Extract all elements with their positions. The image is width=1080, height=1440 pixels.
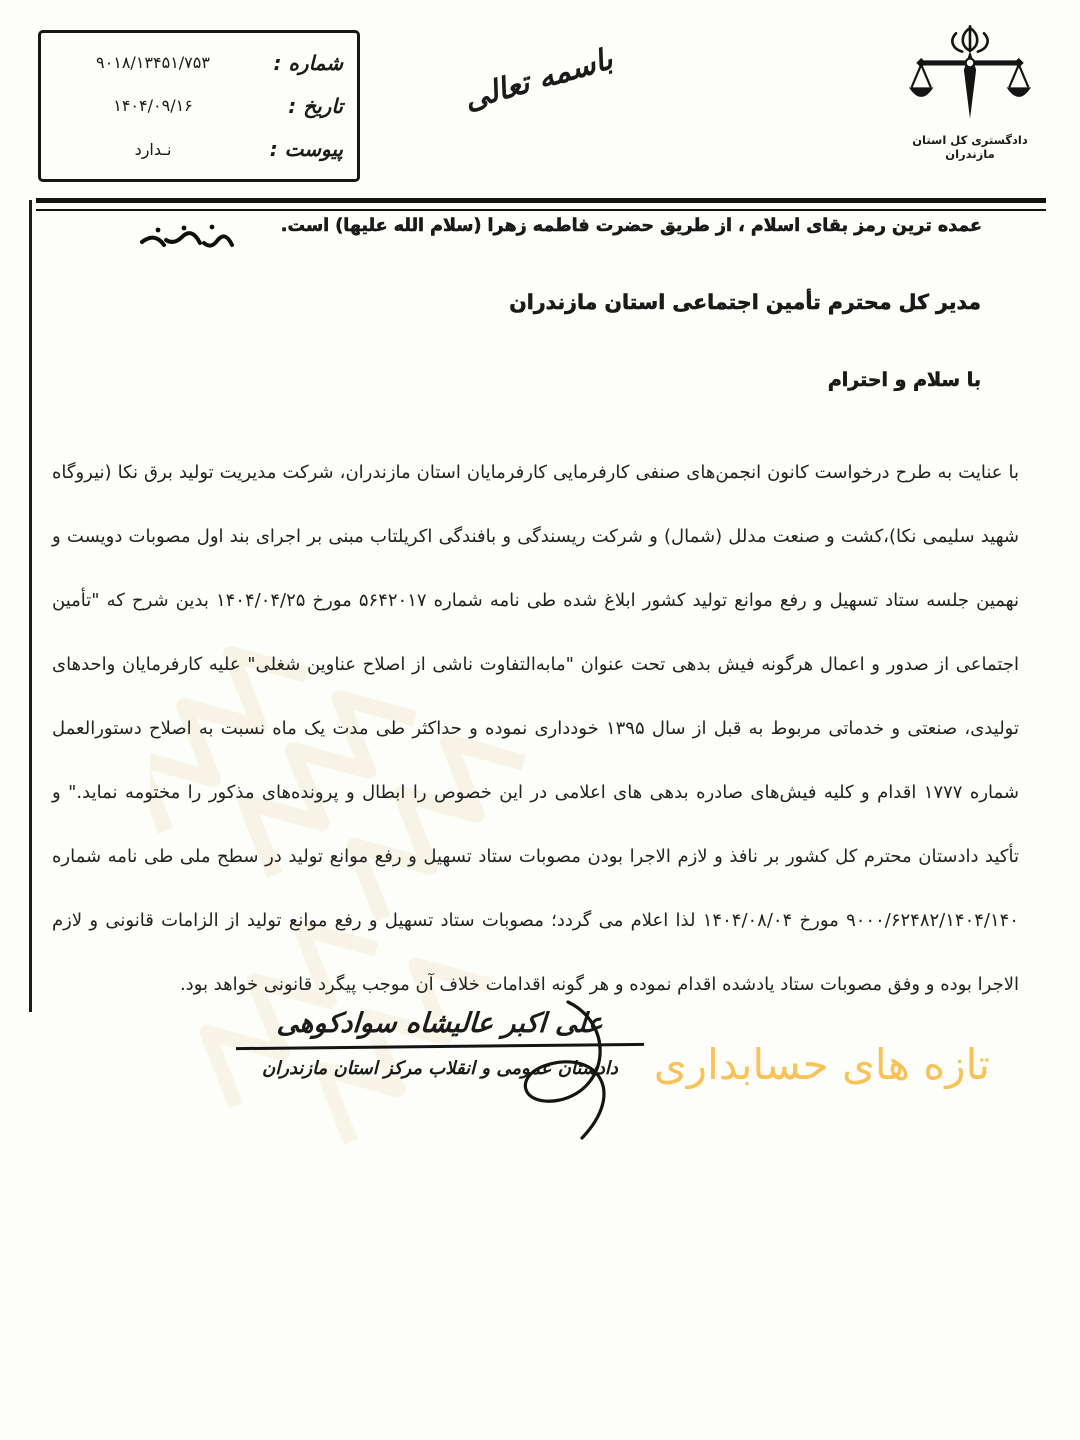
date-value: ۱۴۰۴/۰۹/۱۶ bbox=[113, 96, 193, 116]
body-line-7: تأکید دادستان محترم کل کشور بر نافذ و لازم الاجرا بودن مصوبات ستاد تسهیل و رفع موانع تولید در سطح ملی طی نامه شماره bbox=[52, 846, 1019, 867]
header-rule-thin bbox=[36, 209, 1046, 211]
slogan-line: عمده ترین رمز بقای اسلام ، از طریق حضرت فاطمه زهرا (سلام الله علیها) است. bbox=[280, 216, 982, 236]
scales-of-justice-icon bbox=[909, 24, 1031, 128]
attachment-label: پیوست : bbox=[269, 137, 343, 162]
meta-row-date bbox=[55, 94, 343, 118]
signature-scribble bbox=[498, 996, 658, 1146]
body-line-5: تولیدی، صنعتی و خدماتی مربوط به قبل از سال ۱۳۹۵ خودداری نموده و حداکثر طی مدت یک ماه نسبت به اصلاح دستورالعمل bbox=[52, 718, 1019, 739]
signer-title: دادستان عمومی و انقلاب مرکز استان مازندران bbox=[262, 1058, 618, 1079]
attachment-value: نـدارد bbox=[134, 139, 172, 159]
salutation-line: با سلام و احترام bbox=[827, 369, 981, 391]
site-watermark-text: تازه های حسابداری bbox=[653, 1040, 990, 1089]
date-label: تاریخ : bbox=[288, 93, 343, 118]
body-line-3: نهمین جلسه ستاد تسهیل و رفع موانع تولید کشور ابلاغ شده طی نامه شماره ۵۶۴۲۰۱۷ مورخ ۱۴۰۴/۰۴/۲۵ بدین شرح که "تأمین bbox=[52, 590, 1019, 611]
body-line-6: شماره ۱۷۷۷ اقدام و کلیه فیش‌های صادره بدهی های اعلامی در این خصوص را ابطال و پرونده‌های مذکور را مختومه نماید." و bbox=[52, 782, 1019, 803]
body-line-4: اجتماعی از صدور و اعمال هرگونه فیش بدهی تحت عنوان "مابه‌التفاوت ناشی از اصلاح عناوین شغلی" علیه کارفرمایان واحدهای bbox=[52, 654, 1019, 675]
letter-body bbox=[52, 441, 1019, 1017]
header-rule-thick bbox=[36, 198, 1046, 203]
bismillah-calligraphy: باسمه تعالی bbox=[460, 41, 617, 118]
body-line-2: شهید سلیمی نکا)،کشت و صنعت مدلل (شمال) و شرکت ریسندگی و بافندگی اکریلتاب مبنی بر اجرای بند اول مصوبات دویست و bbox=[52, 526, 1019, 547]
body-line-8: ۹۰۰۰/۶۲۴۸۲/۱۴۰۴/۱۴۰ مورخ ۱۴۰۴/۰۸/۰۴ لذا اعلام می گردد؛ مصوبات ستاد تسهیل و رفع موانع تولید از الزامات قانونی و لازم bbox=[52, 910, 1019, 931]
emblem-caption: دادگستری کل استان مازندران bbox=[912, 133, 1028, 161]
signer-name: علی اکبر عالیشاه سوادکوهی bbox=[275, 1008, 605, 1039]
scan-left-edge-line bbox=[29, 200, 32, 1012]
number-label: شماره : bbox=[273, 50, 343, 75]
meta-row-attachment bbox=[55, 137, 343, 161]
letter-meta-box bbox=[38, 30, 360, 182]
body-line-9: الاجرا بوده و وفق مصوبات ستاد یادشده اقدام نموده و هر گونه اقدامات خلاف آن موجب پیگرد قانونی خواهد بود. bbox=[179, 974, 1019, 995]
slogan-seal-mark bbox=[136, 221, 236, 257]
judiciary-emblem bbox=[888, 24, 1052, 161]
number-value: ۹۰۱۸/۱۳۴۵۱/۷۵۳ bbox=[96, 53, 210, 73]
body-line-1: با عنایت به طرح درخواست کانون انجمن‌های صنفی کارفرمایی کارفرمایان استان مازندران، شرکت مدیریت تولید برق نکا (نیروگاه bbox=[52, 462, 1019, 483]
meta-row-number bbox=[55, 51, 343, 75]
recipient-line: مدیر کل محترم تأمین اجتماعی استان مازندران bbox=[509, 290, 981, 314]
